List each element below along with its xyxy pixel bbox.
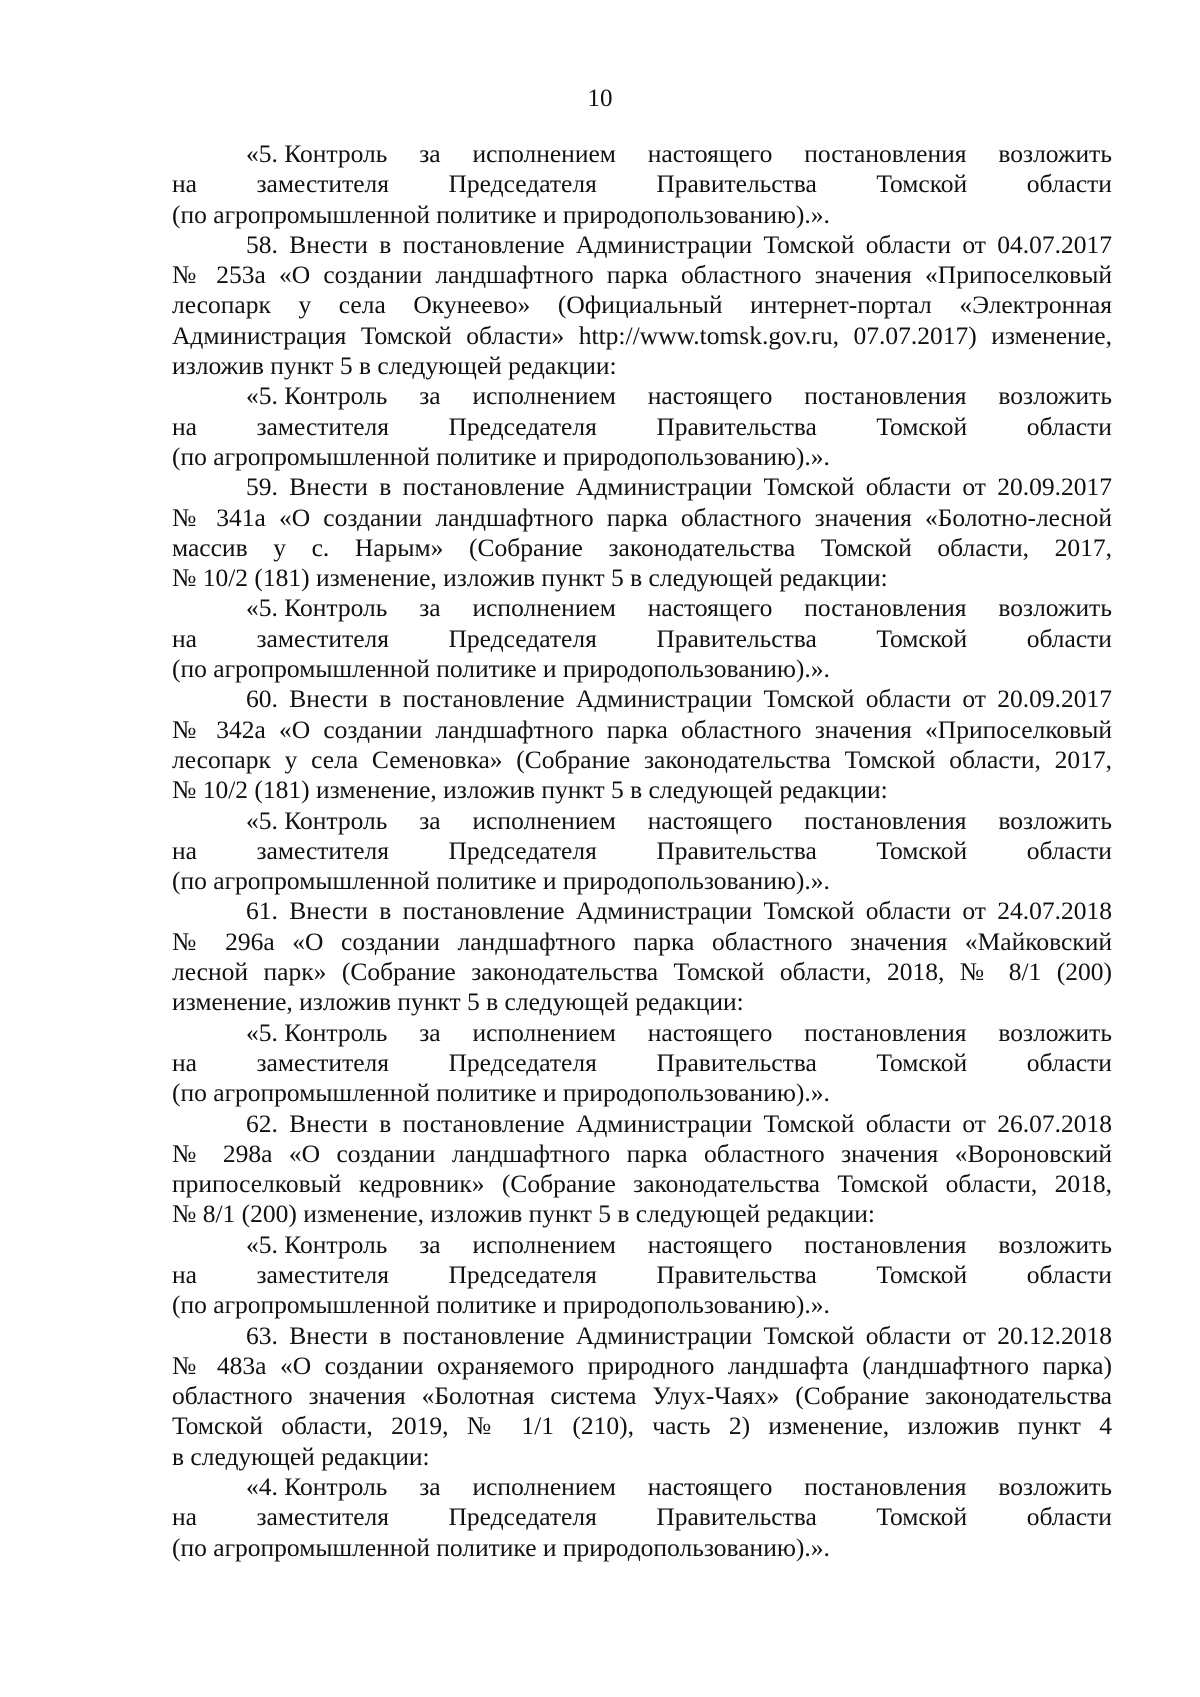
text-line: 61. Внести в постановление Администрации Томской области от 24.07.2018 [246,896,1112,926]
word: заместителя [256,411,389,441]
word: на [172,1259,197,1289]
text-line [172,412,1112,442]
text-line [172,624,1112,654]
word: Правительства [656,1047,817,1077]
word: исполнением [472,1472,616,1502]
text-line: № 296а «О создании ландшафтного парка областного значения «Майковский [172,926,1112,956]
text-line [172,381,1112,411]
word: области [1026,835,1112,865]
word: Председателя [448,169,597,199]
text-line [172,593,1112,623]
text-line: № 10/2 (181) изменение, изложив пункт 5 в следующей редакции: [172,775,888,805]
word: исполнением [472,805,616,835]
text-line: в следующей редакции: [172,1441,430,1471]
text-line: 59. Внести в постановление Администрации Томской области от 20.09.2017 [246,472,1112,502]
word: Томской [876,1047,968,1077]
word: заместителя [256,623,389,653]
word: настоящего [647,1229,773,1259]
word: на [172,623,197,653]
word: возложить [998,1017,1112,1047]
word: Председателя [448,411,597,441]
word: возложить [998,593,1112,623]
word: Председателя [448,1259,597,1289]
text-line: 62. Внести в постановление Администрации Томской области от 26.07.2018 [246,1108,1112,1138]
text-line: № 10/2 (181) изменение, изложив пункт 5 в следующей редакции: [172,563,888,593]
word: Томской [876,169,968,199]
word: Томской [876,1259,968,1289]
word: «5. Контроль [246,139,388,168]
text-line: изменение, изложив пункт 5 в следующей редакции: [172,987,744,1017]
text-line: лесопарк у села Семеновка» (Собрание законодательства Томской области, 2017, [172,744,1112,774]
word: настоящего [647,1017,773,1047]
word: области [1026,623,1112,653]
word: «4. Контроль [246,1472,388,1502]
word: области [1026,1047,1112,1077]
paragraph [172,139,1112,230]
word: постановления [804,1472,967,1502]
word: Председателя [448,623,597,653]
word: заместителя [256,835,389,865]
text-line: № 8/1 (200) изменение, изложив пункт 5 в следующей редакции: [172,1199,876,1229]
word: постановления [804,139,967,168]
text-line: (по агропромышленной политике и природопользованию).». [172,1078,830,1108]
paragraph [172,1230,1112,1321]
word: области [1026,1502,1112,1532]
word: за [419,1017,441,1047]
paragraph [172,472,1112,593]
word: Правительства [656,1502,817,1532]
paragraph [172,806,1112,897]
word: заместителя [256,169,389,199]
word: заместителя [256,1502,389,1532]
word: Томской [876,835,968,865]
word: возложить [998,381,1112,411]
text-line: Администрация Томской области» http://www.tomsk.gov.ru, 07.07.2017) изменение, [172,320,1112,350]
paragraph [172,1321,1112,1472]
paragraph [172,896,1112,1017]
paragraph [172,381,1112,472]
text-line: лесной парк» (Собрание законодательства Томской области, 2018, № 8/1 (200) [172,957,1112,987]
word: на [172,1502,197,1532]
paragraph [172,1472,1112,1563]
word: Председателя [448,1047,597,1077]
word: на [172,411,197,441]
paragraph [172,1018,1112,1109]
word: исполнением [472,593,616,623]
word: за [419,139,441,168]
text-line [172,1048,1112,1078]
text-line: (по агропромышленной политике и природопользованию).». [172,441,830,471]
word: постановления [804,1229,967,1259]
word: настоящего [647,381,773,411]
text-line: массив у с. Нарым» (Собрание законодательства Томской области, 2017, [172,532,1112,562]
paragraph [172,230,1112,381]
word: исполнением [472,139,616,168]
text-line: изложив пункт 5 в следующей редакции: [172,351,617,381]
text-line: (по агропромышленной политике и природопользованию).». [172,199,830,229]
text-line [172,1018,1112,1048]
text-line: (по агропромышленной политике и природопользованию).». [172,654,830,684]
word: возложить [998,805,1112,835]
word: «5. Контроль [246,805,388,835]
word: за [419,381,441,411]
word: за [419,805,441,835]
word: настоящего [647,1472,773,1502]
word: Правительства [656,835,817,865]
word: Председателя [448,1502,597,1532]
word: «5. Контроль [246,1017,388,1047]
word: исполнением [472,1229,616,1259]
text-line [172,806,1112,836]
word: за [419,1472,441,1502]
word: Правительства [656,411,817,441]
text-line: № 253а «О создании ландшафтного парка областного значения «Припоселковый [172,260,1112,290]
paragraph [172,684,1112,805]
word: области [1026,411,1112,441]
word: исполнением [472,1017,616,1047]
paragraph [172,593,1112,684]
word: на [172,1047,197,1077]
word: на [172,835,197,865]
word: за [419,593,441,623]
word: постановления [804,381,967,411]
text-line [172,169,1112,199]
text-line: 58. Внести в постановление Администрации Томской области от 04.07.2017 [246,229,1112,259]
text-line: 60. Внести в постановление Администрации Томской области от 20.09.2017 [246,684,1112,714]
text-line: № 342а «О создании ландшафтного парка областного значения «Припоселковый [172,714,1112,744]
word: «5. Контроль [246,593,388,623]
word: настоящего [647,805,773,835]
word: Правительства [656,1259,817,1289]
word: постановления [804,593,967,623]
word: заместителя [256,1259,389,1289]
paragraph [172,1109,1112,1230]
word: Правительства [656,623,817,653]
word: «5. Контроль [246,1229,388,1259]
word: Томской [876,623,968,653]
word: на [172,169,197,199]
text-line [172,836,1112,866]
text-line [172,1260,1112,1290]
text-line: 63. Внести в постановление Администрации Томской области от 20.12.2018 [246,1320,1112,1350]
word: «5. Контроль [246,381,388,411]
word: области [1026,169,1112,199]
word: настоящего [647,139,773,168]
document-body [172,139,1112,1563]
word: возложить [998,139,1112,168]
word: возложить [998,1472,1112,1502]
word: Томской [876,1502,968,1532]
text-line: (по агропромышленной политике и природопользованию).». [172,866,830,896]
text-line [172,139,1112,169]
text-line: Томской области, 2019, № 1/1 (210), часть 2) изменение, изложив пункт 4 [172,1411,1112,1441]
word: возложить [998,1229,1112,1259]
text-line: припоселковый кедровник» (Собрание законодательства Томской области, 2018, [172,1169,1112,1199]
word: постановления [804,1017,967,1047]
word: Томской [876,411,968,441]
word: постановления [804,805,967,835]
word: исполнением [472,381,616,411]
word: Председателя [448,835,597,865]
text-line [172,1230,1112,1260]
word: настоящего [647,593,773,623]
text-line [172,1472,1112,1502]
word: заместителя [256,1047,389,1077]
word: Правительства [656,169,817,199]
word: области [1026,1259,1112,1289]
page-number: 10 [587,85,613,112]
text-line: областного значения «Болотная система Улух-Чаях» (Собрание законодательства [172,1381,1112,1411]
text-line [172,1502,1112,1532]
text-line: (по агропромышленной политике и природопользованию).». [172,1532,830,1562]
text-line: (по агропромышленной политике и природопользованию).». [172,1290,830,1320]
word: за [419,1229,441,1259]
text-line: № 298а «О создании ландшафтного парка областного значения «Вороновский [172,1138,1112,1168]
text-line: № 341а «О создании ландшафтного парка областного значения «Болотно-лесной [172,502,1112,532]
text-line: лесопарк у села Окунеево» (Официальный интернет-портал «Электронная [172,290,1112,320]
text-line: № 483а «О создании охраняемого природного ландшафта (ландшафтного парка) [172,1350,1112,1380]
